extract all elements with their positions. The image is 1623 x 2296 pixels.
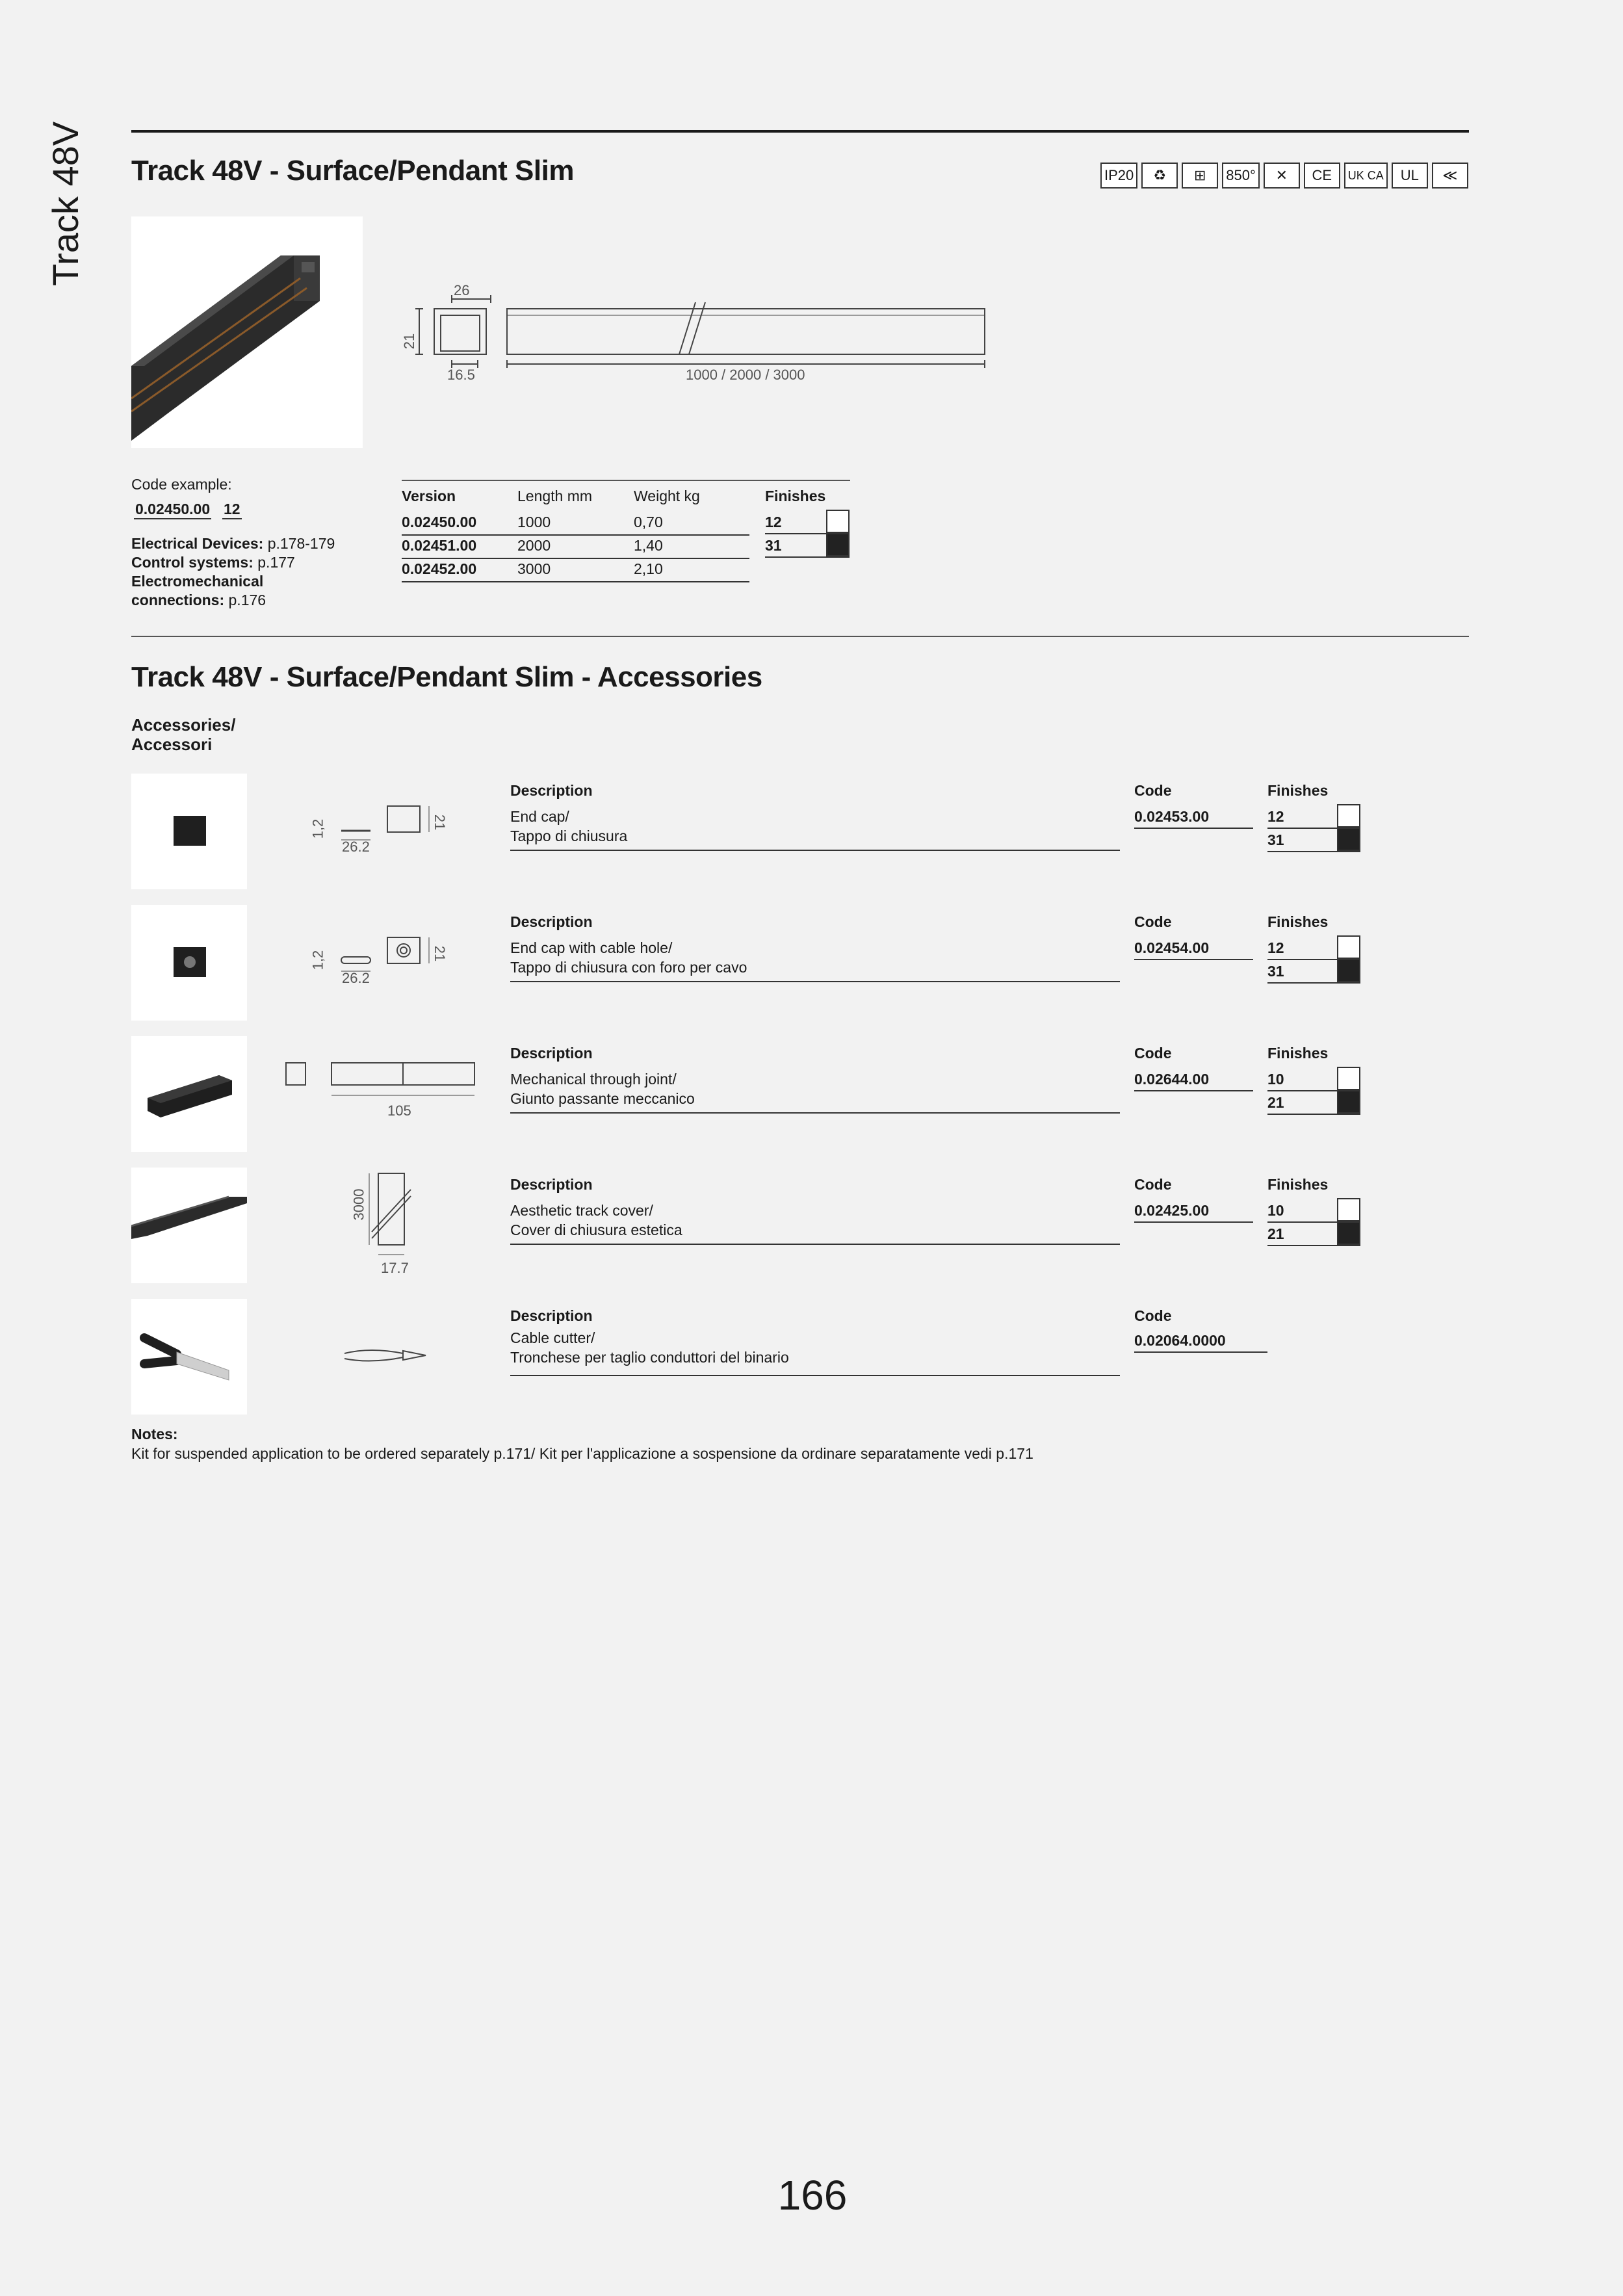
header-length: Length mm <box>517 488 593 504</box>
code-example-code: 0.02450.00 <box>134 501 211 519</box>
dim-length: 1000 / 2000 / 3000 <box>686 367 805 383</box>
electrical-devices-link[interactable]: Electrical Devices: p.178-179 <box>131 535 335 552</box>
class-icon: ⊞ <box>1182 163 1218 189</box>
finish-code-31: 31 <box>765 537 782 554</box>
code-example-finish: 12 <box>222 501 242 519</box>
section-divider <box>131 636 1469 637</box>
temperature-icon: 850° <box>1222 163 1260 189</box>
finish-code-12: 12 <box>765 514 782 530</box>
code-example-label: Code example: <box>131 476 232 493</box>
ce-icon: CE <box>1304 163 1340 189</box>
product-photo <box>131 216 363 448</box>
certification-icons <box>1100 163 1468 189</box>
product-title: Track 48V - Surface/Pendant Slim <box>131 155 574 187</box>
end-cap-drawing <box>305 800 468 861</box>
end-cap-hole-drawing <box>305 931 468 993</box>
recycle-icon: ♻ <box>1141 163 1178 189</box>
top-rule <box>131 130 1469 133</box>
end-cap-photo <box>131 774 247 889</box>
end-cap-hole-photo <box>131 905 247 1021</box>
track-cover-drawing <box>364 1170 416 1271</box>
finish-swatch-black <box>826 533 850 556</box>
table-top-rule <box>402 480 850 481</box>
header-version: Version <box>402 488 456 504</box>
header-finishes: Finishes <box>765 488 826 504</box>
electromechanical-link[interactable]: Electromechanical connections: p.176 <box>131 573 266 608</box>
side-title: Track 48V <box>45 121 86 286</box>
driver-icon: ≪ <box>1432 163 1468 189</box>
joint-photo <box>131 1036 247 1152</box>
accessories-title: Track 48V - Surface/Pendant Slim - Accessories <box>131 661 762 693</box>
track-cover-photo <box>131 1168 247 1283</box>
notes-text: Kit for suspended application to be ordered separately p.171/ Kit per l'applicazione a sospensione da ordinare separatamente vedi p.171 <box>131 1445 1033 1462</box>
page-number: 166 <box>777 2172 848 2219</box>
accessories-subtitle: Accessories/ Accessori <box>131 715 236 754</box>
cable-cutter-photo <box>131 1299 247 1415</box>
ul-icon: UL <box>1392 163 1428 189</box>
no-insulation-icon: ✕ <box>1264 163 1300 189</box>
header-weight: Weight kg <box>634 488 700 504</box>
control-systems-link[interactable]: Control systems: p.177 <box>131 554 295 571</box>
dim-inner: 16.5 <box>447 367 475 383</box>
ip20-icon: IP20 <box>1100 163 1137 189</box>
ukca-icon: UK CA <box>1344 163 1388 189</box>
cable-cutter-drawing <box>338 1339 435 1375</box>
finish-swatch-white <box>826 510 850 533</box>
dim-width: 26 <box>454 282 470 298</box>
dim-height: 21 <box>401 333 418 350</box>
reference-links <box>131 534 346 610</box>
joint-drawing <box>279 1053 487 1108</box>
notes-label: Notes: <box>131 1426 178 1442</box>
